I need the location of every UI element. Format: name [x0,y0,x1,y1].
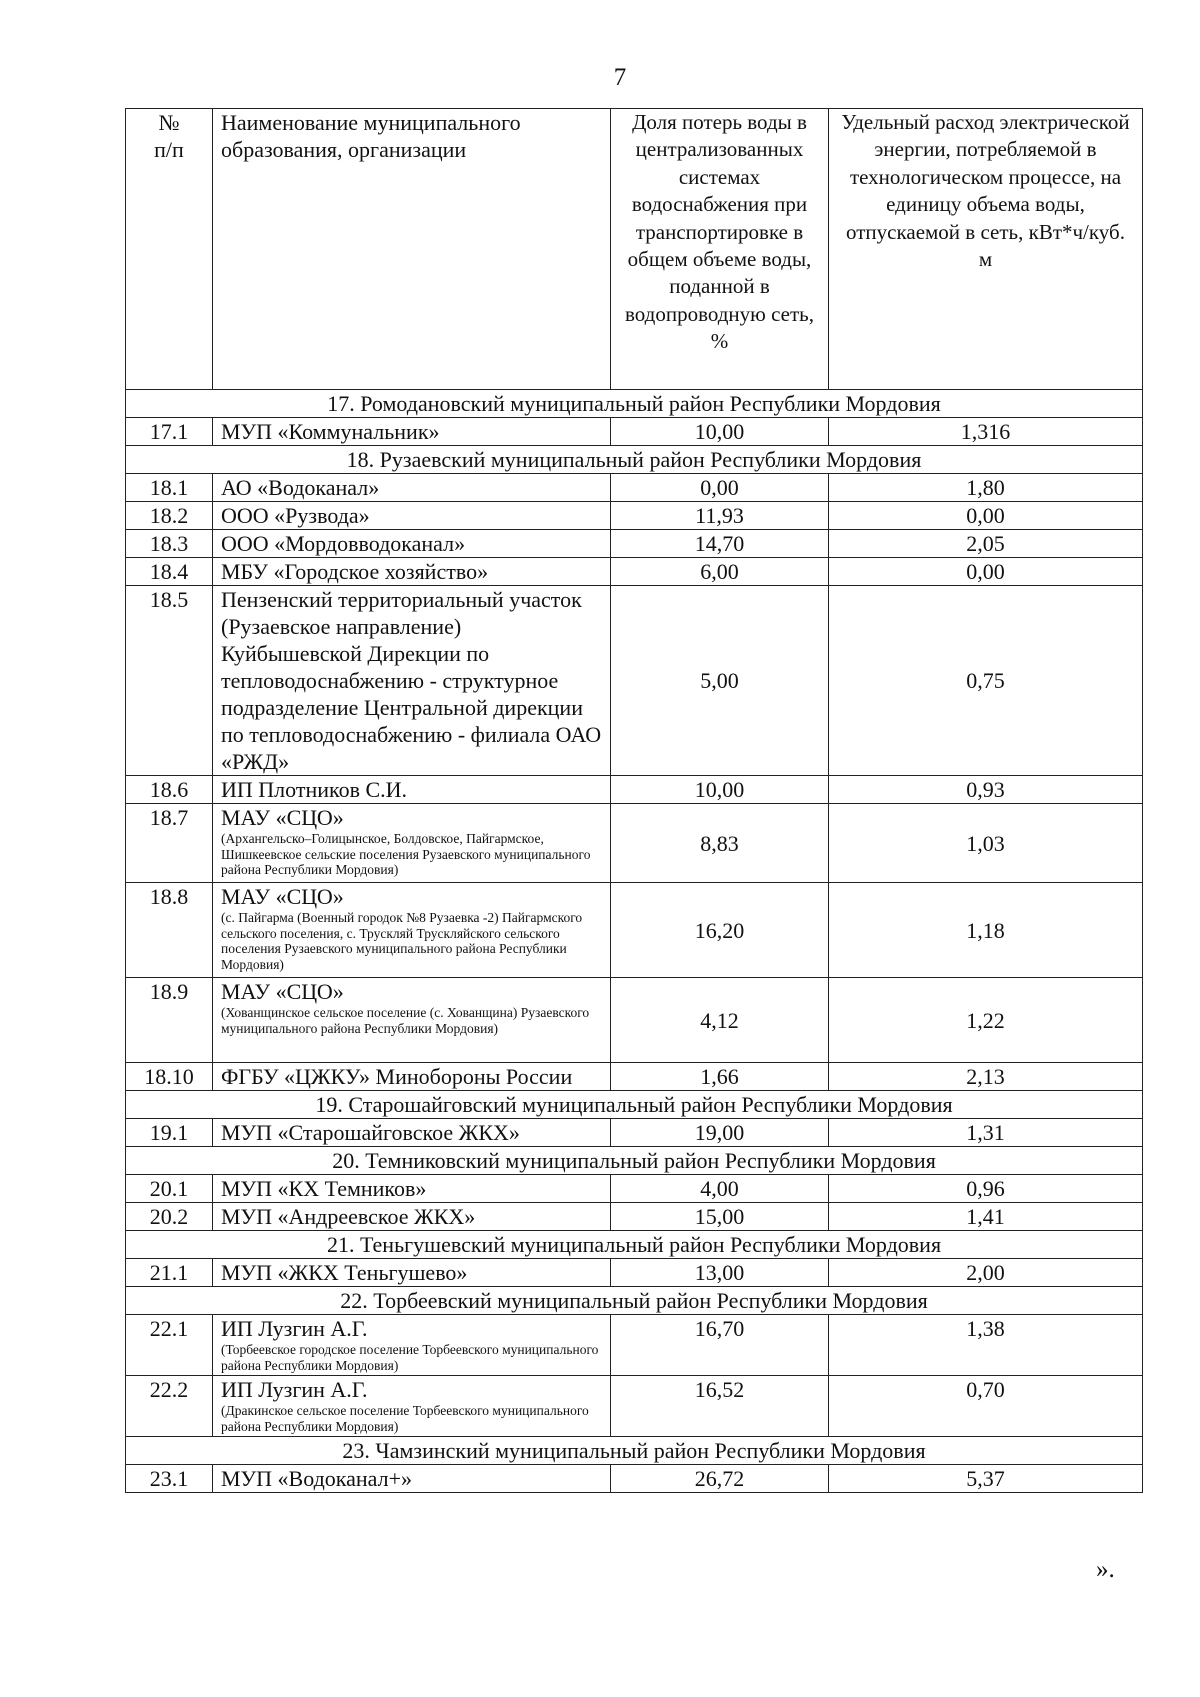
row-number: 22.1 [126,1315,213,1376]
water-loss-value: 4,12 [611,978,829,1063]
organization-cell [213,1175,611,1203]
organization-name: ФГБУ «ЦЖКУ» Минобороны России [221,1064,573,1089]
table-row [126,1203,1143,1231]
energy-consumption-value: 2,13 [829,1063,1143,1091]
organization-name: АО «Водоканал» [221,475,380,500]
header-number-label: № п/п [154,110,184,162]
energy-consumption-value: 1,31 [829,1119,1143,1147]
row-number: 18.2 [126,502,213,530]
water-loss-value: 10,00 [611,776,829,804]
organization-note: (Архангельско–Голицынское, Болдовское, Пайгармское, Шишкеевское сельские поселения Рузаевского муниципального района Республики Мордовия) [221,831,591,877]
water-loss-value: 1,66 [611,1063,829,1091]
energy-consumption-value: 1,316 [829,418,1143,446]
table-row [126,1119,1143,1147]
section-row [126,1287,1143,1315]
header-number [126,109,213,390]
header-water-loss: Доля потерь воды в централизованных системах водоснабжения при транспортировке в общем объеме воды, поданной в водопроводную сеть, % [611,109,829,390]
organization-name: ООО «Рузвода» [221,503,370,528]
table-row [126,1315,1143,1376]
organization-name: МУП «Водоканал+» [221,1466,412,1491]
row-number: 21.1 [126,1259,213,1287]
header-name: Наименование муниципального образования, организации [213,109,611,390]
energy-consumption-value: 1,22 [829,978,1143,1063]
table-row [126,1063,1143,1091]
energy-consumption-value: 1,38 [829,1315,1143,1376]
table-row [126,804,1143,883]
water-loss-value: 14,70 [611,530,829,558]
organization-name: МУП «Андреевское ЖКХ» [221,1204,476,1229]
energy-consumption-value: 0,75 [829,586,1143,776]
organization-name: ИП Плотников С.И. [221,777,408,802]
organization-name: ИП Лузгин А.Г. [221,1316,368,1341]
organization-cell [213,1203,611,1231]
energy-consumption-value: 0,93 [829,776,1143,804]
energy-consumption-value: 1,80 [829,474,1143,502]
row-number: 19.1 [126,1119,213,1147]
water-loss-value: 0,00 [611,474,829,502]
water-loss-value: 15,00 [611,1203,829,1231]
organization-name: МУП «КХ Темников» [221,1176,427,1201]
water-loss-value: 19,00 [611,1119,829,1147]
water-loss-value: 8,83 [611,804,829,883]
table-row [126,1465,1143,1493]
water-loss-value: 6,00 [611,558,829,586]
energy-consumption-value: 0,00 [829,558,1143,586]
table-row [126,558,1143,586]
organization-note: (Дракинское сельское поселение Торбеевского муниципального района Республики Мордовия) [221,1403,589,1434]
section-row [126,390,1143,418]
energy-consumption-value: 0,70 [829,1376,1143,1437]
organization-cell [213,1376,611,1437]
section-title: 18. Рузаевский муниципальный район Республики Мордовия [126,446,1143,474]
water-loss-value: 10,00 [611,418,829,446]
row-number: 18.10 [126,1063,213,1091]
energy-consumption-value: 1,18 [829,883,1143,978]
organization-cell [213,502,611,530]
organization-cell [213,418,611,446]
table-row [126,776,1143,804]
organization-cell [213,530,611,558]
row-number: 18.1 [126,474,213,502]
section-row [126,446,1143,474]
table-row [126,586,1143,776]
organization-cell [213,1259,611,1287]
organization-cell [213,558,611,586]
header-energy-consumption: Удельный расход электрической энергии, потребляемой в технологическом процессе, на единицу объема воды, отпускаемой в сеть, кВт*ч/куб. м [829,109,1143,390]
table-row [126,1376,1143,1437]
row-number: 18.5 [126,586,213,776]
water-loss-value: 26,72 [611,1465,829,1493]
organization-note: (с. Пайгарма (Военный городок №8 Рузаевка -2) Пайгармского сельского поселения, с. Трускляй Трускляйского сельского поселения Рузаевского муниципального района Республики Мордовия) [221,910,583,972]
section-row [126,1437,1143,1465]
water-loss-value: 16,20 [611,883,829,978]
table-row [126,530,1143,558]
water-loss-value: 13,00 [611,1259,829,1287]
section-title: 19. Старошайговский муниципальный район Республики Мордовия [126,1091,1143,1119]
organization-name: МБУ «Городское хозяйство» [221,559,489,584]
section-title: 22. Торбеевский муниципальный район Республики Мордовия [126,1287,1143,1315]
organization-name: МАУ «СЦО» [221,805,344,830]
row-number: 22.2 [126,1376,213,1437]
row-number: 20.1 [126,1175,213,1203]
section-title: 23. Чамзинский муниципальный район Республики Мордовия [126,1437,1143,1465]
table-row [126,978,1143,1063]
table-row [126,883,1143,978]
organization-name: МУП «ЖКХ Теньгушево» [221,1260,468,1285]
organization-cell [213,978,611,1063]
organization-name: МАУ «СЦО» [221,884,344,909]
organization-cell [213,776,611,804]
row-number: 18.9 [126,978,213,1063]
organization-name: ООО «Мордовводоканал» [221,531,466,556]
organization-cell [213,804,611,883]
energy-consumption-value: 2,05 [829,530,1143,558]
row-number: 18.7 [126,804,213,883]
section-title: 17. Ромодановский муниципальный район Республики Мордовия [126,390,1143,418]
organization-cell [213,474,611,502]
energy-consumption-value: 1,03 [829,804,1143,883]
section-row [126,1147,1143,1175]
section-row [126,1231,1143,1259]
page-number: 7 [613,64,627,91]
organization-cell [213,883,611,978]
organization-name: Пензенский территориальный участок (Рузаевское направление) Куйбышевской Дирекции по тепловодоснабжению - структурное подразделение Центральной дирекции по тепловодоснабжению - филиала ОАО «РЖД» [221,587,602,774]
table-row [126,1259,1143,1287]
water-loss-value: 5,00 [611,586,829,776]
water-loss-value: 16,70 [611,1315,829,1376]
organization-cell [213,1063,611,1091]
energy-consumption-value: 0,96 [829,1175,1143,1203]
organization-cell [213,1119,611,1147]
organization-name: МУП «Коммунальник» [221,419,440,444]
closing-quote-mark: ». [1096,1556,1115,1583]
section-row [126,1091,1143,1119]
water-indicators-table [125,108,1143,1493]
organization-cell [213,586,611,776]
row-number: 18.6 [126,776,213,804]
table-row [126,474,1143,502]
water-loss-value: 4,00 [611,1175,829,1203]
organization-note: (Хованщинское сельское поселение (с. Хованщина) Рузаевского муниципального района Республики Мордовия) [221,1005,590,1036]
row-number: 18.4 [126,558,213,586]
row-number: 18.3 [126,530,213,558]
table-header-row [126,109,1143,390]
table-row [126,418,1143,446]
row-number: 20.2 [126,1203,213,1231]
water-loss-value: 16,52 [611,1376,829,1437]
organization-note: (Торбеевское городское поселение Торбеевского муниципального района Республики Мордовия) [221,1342,599,1373]
energy-consumption-value: 2,00 [829,1259,1143,1287]
table-row [126,1175,1143,1203]
section-title: 21. Теньгушевский муниципальный район Республики Мордовия [126,1231,1143,1259]
energy-consumption-value: 0,00 [829,502,1143,530]
section-title: 20. Темниковский муниципальный район Республики Мордовия [126,1147,1143,1175]
row-number: 18.8 [126,883,213,978]
energy-consumption-value: 5,37 [829,1465,1143,1493]
row-number: 17.1 [126,418,213,446]
energy-consumption-value: 1,41 [829,1203,1143,1231]
organization-name: ИП Лузгин А.Г. [221,1377,368,1402]
organization-cell [213,1315,611,1376]
row-number: 23.1 [126,1465,213,1493]
table-row [126,502,1143,530]
organization-name: МАУ «СЦО» [221,979,344,1004]
water-loss-value: 11,93 [611,502,829,530]
organization-cell [213,1465,611,1493]
organization-name: МУП «Старошайговское ЖКХ» [221,1120,520,1145]
